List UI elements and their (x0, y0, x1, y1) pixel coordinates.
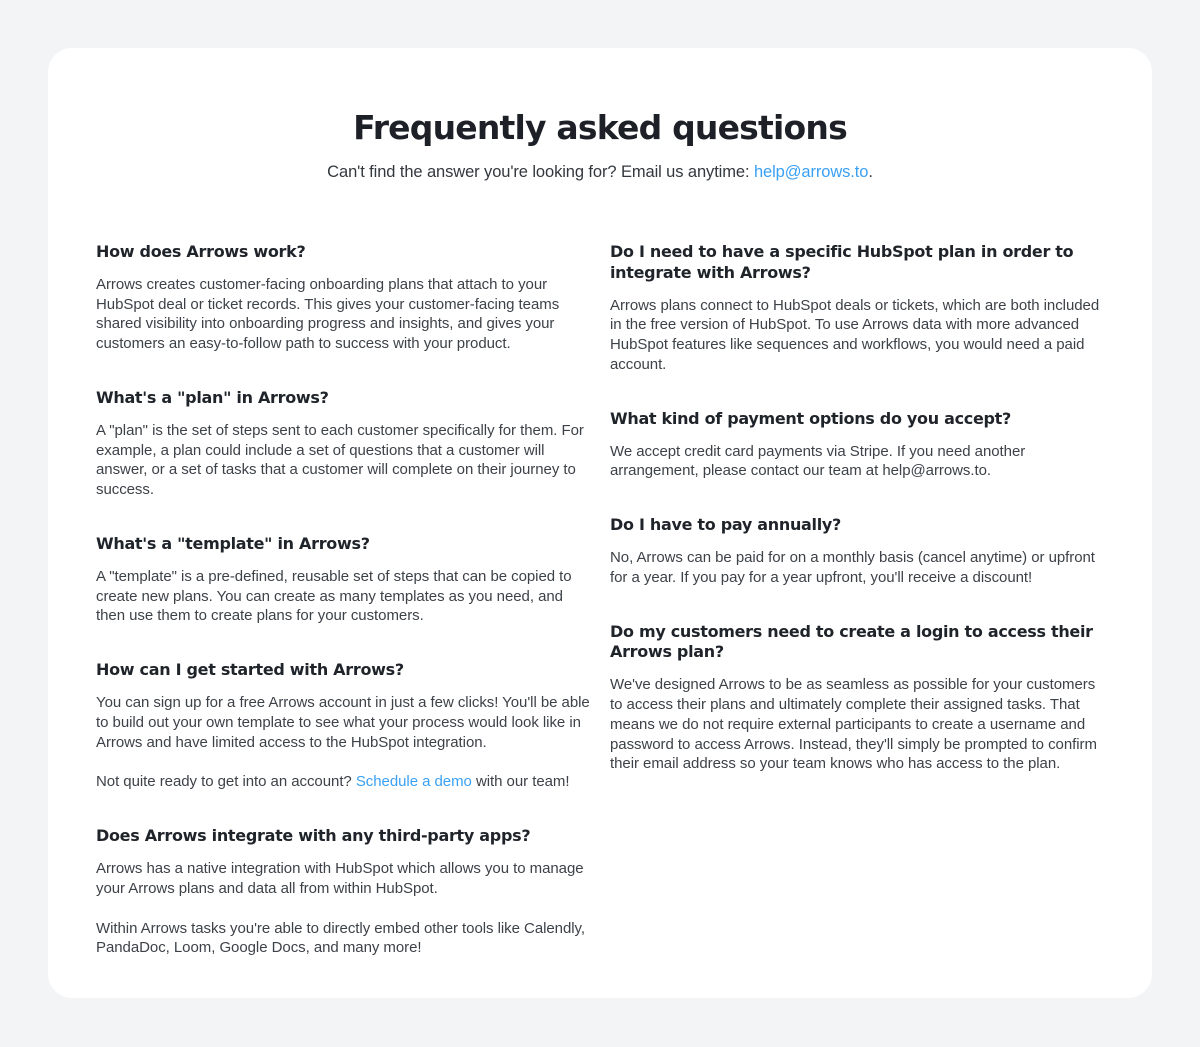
faq-question: Do I need to have a specific HubSpot plan in order to integrate with Arrows? (610, 242, 1074, 282)
page-title: Frequently asked questions (353, 108, 847, 147)
faq-answer-paragraph (610, 675, 1104, 774)
answer-text: Arrows has a native integration with HubSpot which allows you to manage your Arrows plans and data all from within HubSpot. (96, 859, 584, 897)
faq-question: What's a "template" in Arrows? (96, 533, 370, 553)
faq-item (96, 388, 590, 500)
faq-item (96, 534, 590, 626)
faq-question: Do I have to pay annually? (610, 515, 842, 535)
answer-text: A "plan" is the set of steps sent to each customer specifically for them. For example, a plan could include a set of questions that a customer will answer, or a set of tasks that a customer will complete on their journey to success. (96, 421, 584, 499)
faq-answer-paragraph (96, 567, 590, 626)
answer-text: We accept credit card payments via Stripe. If you need another arrangement, please contact our team at help@arrows.to. (610, 442, 1026, 480)
faq-question: How does Arrows work? (96, 242, 306, 261)
faq-item (610, 409, 1104, 481)
faq-answer-paragraph (96, 919, 590, 959)
answer-text: A "template" is a pre-defined, reusable set of steps that can be copied to create new plans. You can create as many templates as you need, and then use them to create plans for your customers. (96, 567, 572, 625)
faq-item (610, 242, 1104, 375)
faq-columns (48, 242, 1152, 992)
faq-answer-paragraph (96, 421, 590, 500)
answer-text: No, Arrows can be paid for on a monthly basis (cancel anytime) or upfront for a year. If you pay for a year upfront, you'll receive a discount! (610, 548, 1095, 586)
faq-subtitle (48, 163, 1152, 182)
faq-item (610, 622, 1104, 775)
faq-answer-paragraph (610, 296, 1104, 375)
faq-answer-paragraph (96, 859, 590, 899)
faq-answer-paragraph (610, 548, 1104, 588)
faq-question: Does Arrows integrate with any third-party apps? (96, 826, 531, 846)
faq-item (96, 242, 590, 354)
answer-text: Arrows creates customer-facing onboarding plans that attach to your HubSpot deal or ticket records. This gives your customer-facing teams shared visibility into onboarding progress and insights, and gives your customers an easy-to-follow path to success with your product. (96, 275, 560, 353)
schedule-demo-link[interactable]: Schedule a demo (355, 773, 472, 791)
answer-text: Not quite ready to get into an account? (96, 773, 356, 791)
email-link[interactable]: help@arrows.to (753, 163, 869, 181)
faq-item (96, 660, 590, 792)
faq-item (610, 515, 1104, 587)
answer-text: You can sign up for a free Arrows account in just a few clicks! You'll be able to build out your own template to see what your process would look like in Arrows and have limited access to the HubSpot integration. (96, 693, 590, 751)
faq-question: What kind of payment options do you accept? (610, 408, 1011, 428)
faq-column-left (96, 242, 590, 992)
faq-answer-paragraph (96, 772, 590, 792)
faq-answer-paragraph (96, 275, 590, 354)
faq-question: Do my customers need to create a login to access their Arrows plan? (610, 621, 1093, 662)
faq-question: How can I get started with Arrows? (96, 660, 404, 680)
subtitle-period: . (868, 163, 873, 181)
faq-question: What's a "plan" in Arrows? (96, 387, 329, 407)
faq-item (96, 826, 590, 958)
subtitle-text: Can't find the answer you're looking for? Email us anytime: (327, 163, 754, 181)
answer-text: Within Arrows tasks you're able to directly embed other tools like Calendly, PandaDoc, Loom, Google Docs, and many more! (96, 919, 586, 957)
answer-text: We've designed Arrows to be as seamless as possible for your customers to access their plans and ultimately complete their assigned tasks. That means we do not require external participants to create a username and password to access Arrows. Instead, they'll simply be prompted to confirm their email address so your team knows who has access to the plan. (610, 676, 1097, 773)
answer-text: with our team! (471, 773, 570, 791)
faq-column-right (610, 242, 1104, 992)
answer-text: Arrows plans connect to HubSpot deals or tickets, which are both included in the free version of HubSpot. To use Arrows data with more advanced HubSpot features like sequences and workflows, you would need a paid account. (610, 296, 1100, 373)
faq-header (48, 48, 1152, 182)
faq-card (48, 48, 1152, 998)
faq-answer-paragraph (96, 693, 590, 752)
faq-answer-paragraph (610, 442, 1104, 482)
